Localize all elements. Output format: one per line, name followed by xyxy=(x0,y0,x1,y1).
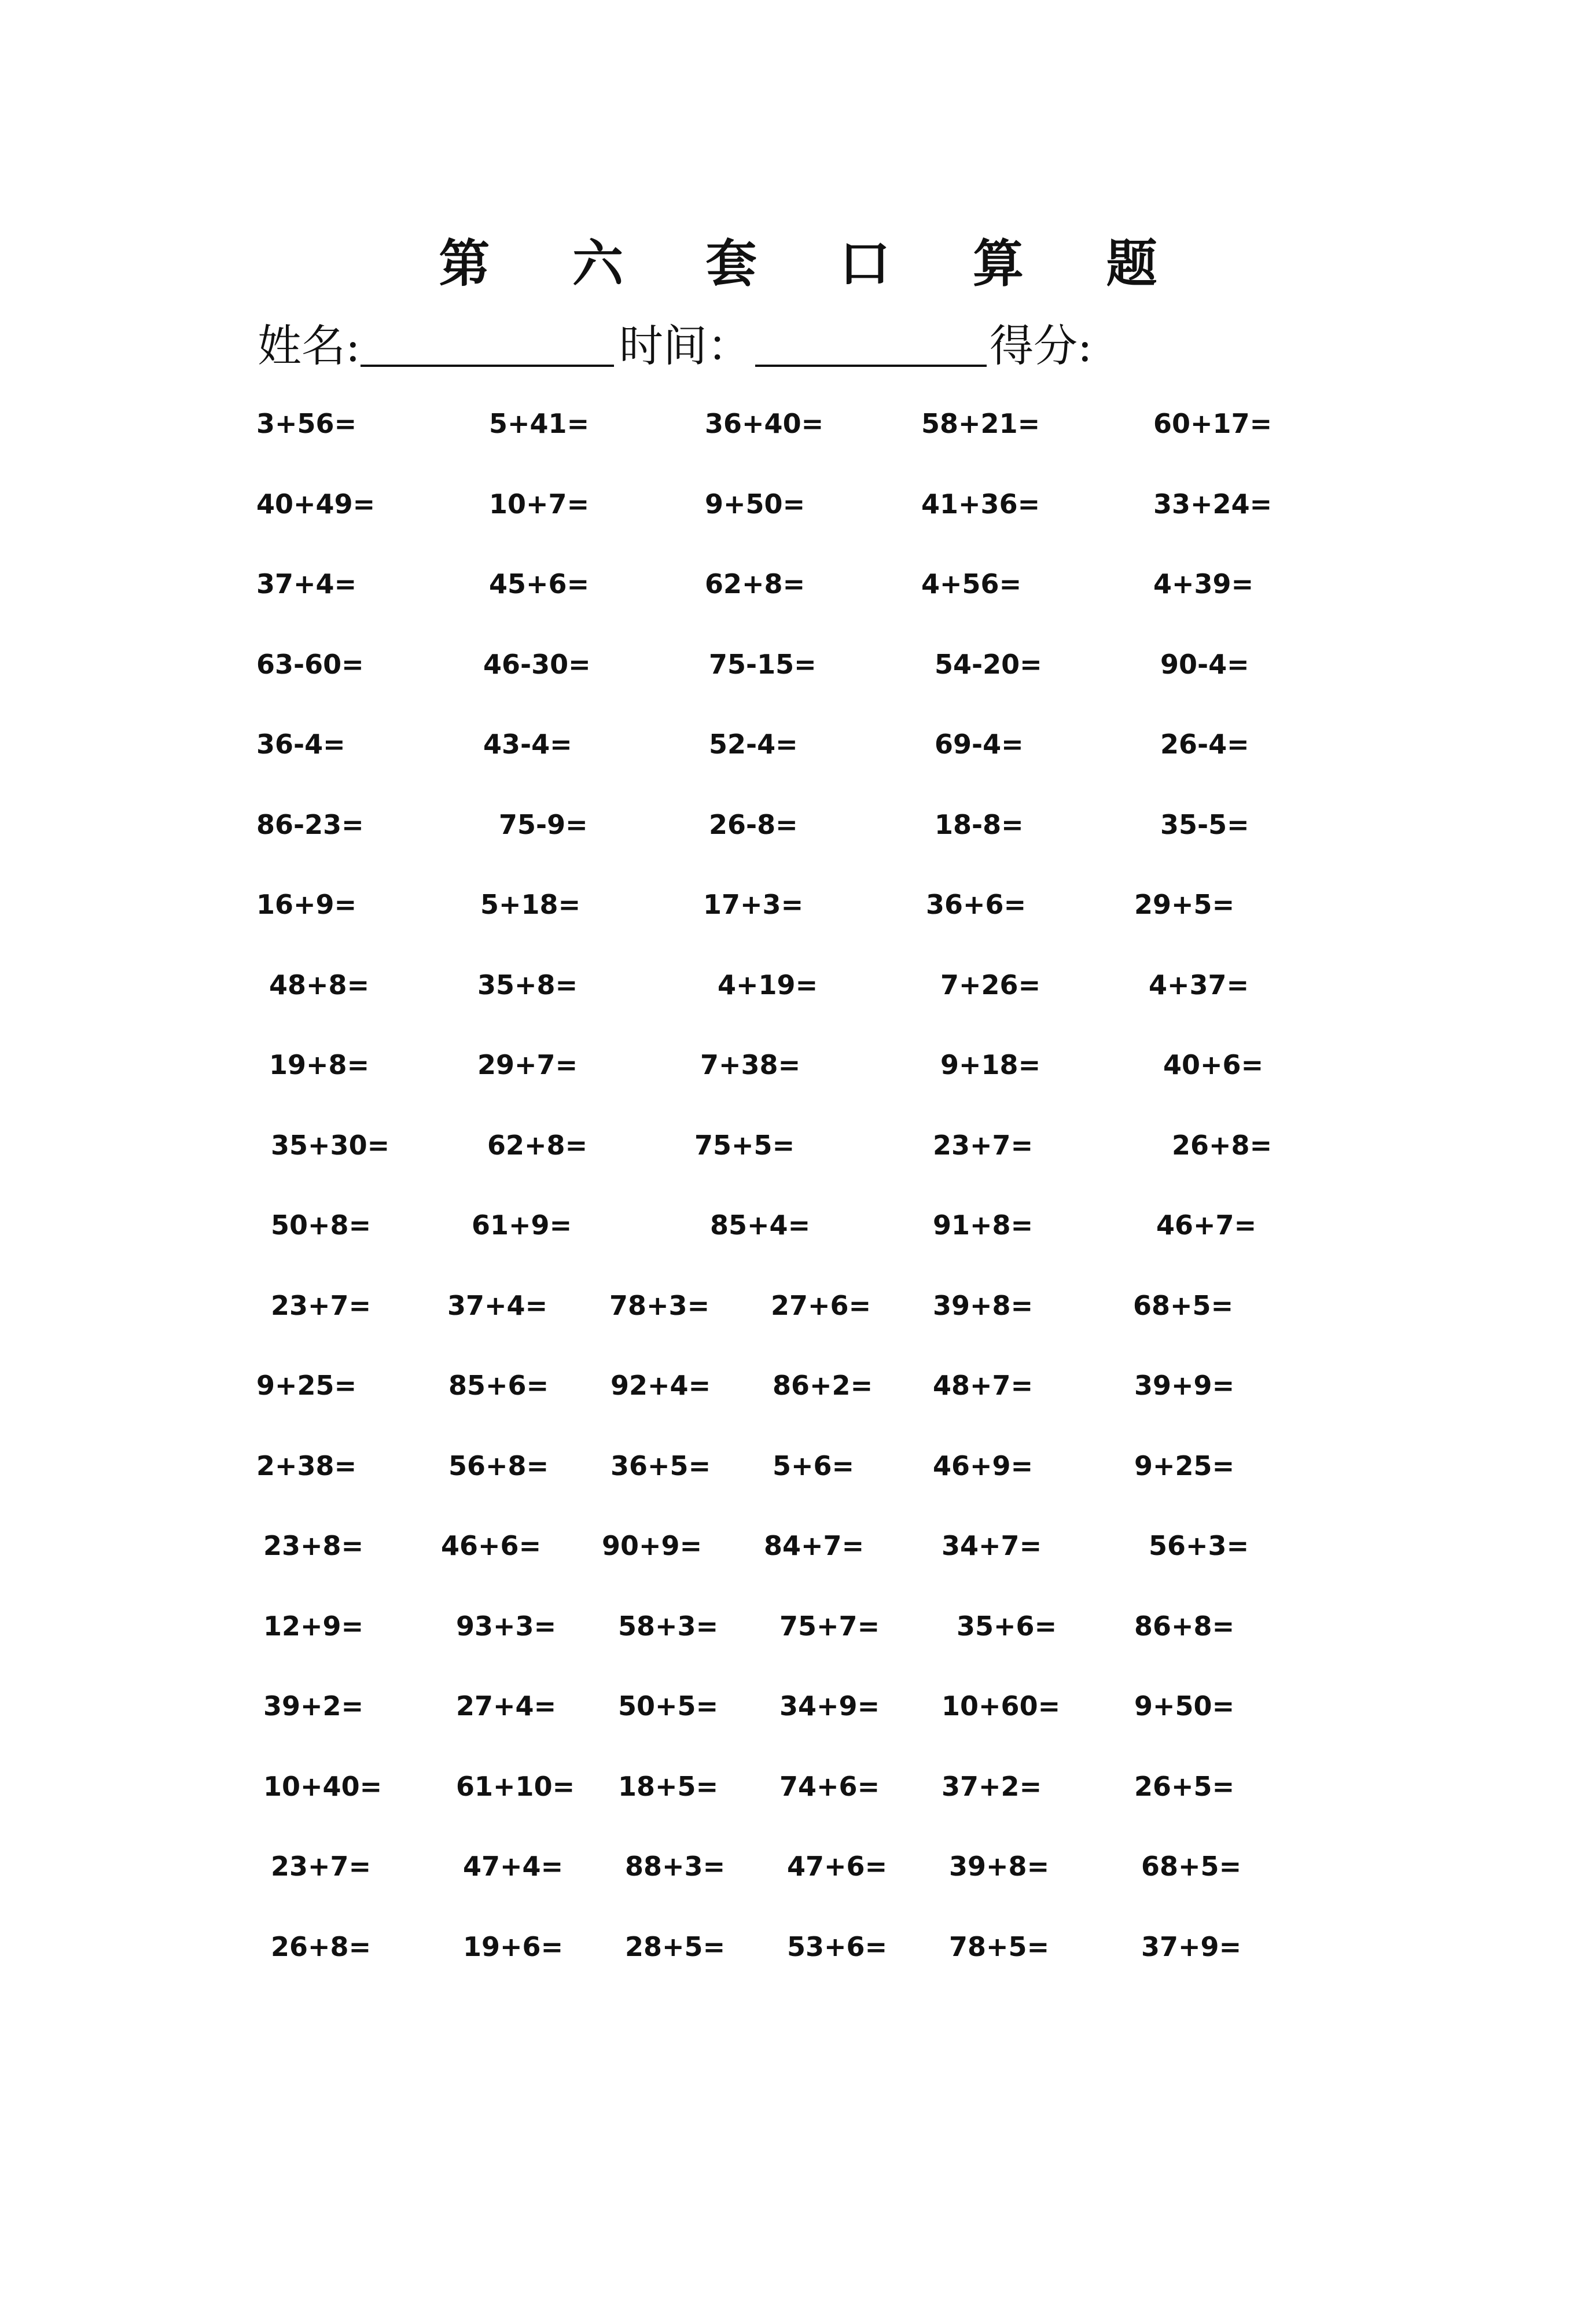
problem: 46-30= xyxy=(483,649,591,680)
problem: 78+5= xyxy=(949,1931,1050,1962)
problem: 12+9= xyxy=(263,1611,364,1642)
problem: 86+8= xyxy=(1134,1611,1235,1642)
problem: 40+6= xyxy=(1163,1049,1264,1080)
problem: 39+8= xyxy=(933,1290,1034,1321)
problem: 26-8= xyxy=(709,809,798,840)
problem: 9+18= xyxy=(940,1049,1041,1080)
time-label: 时间： xyxy=(619,320,751,372)
problem: 23+8= xyxy=(263,1530,364,1561)
problem: 74+6= xyxy=(779,1771,880,1802)
problem: 23+7= xyxy=(271,1851,372,1882)
problem: 27+4= xyxy=(456,1690,557,1722)
problem: 4+37= xyxy=(1149,969,1249,1001)
problem: 10+60= xyxy=(942,1690,1061,1722)
problem: 5+41= xyxy=(489,408,590,439)
problem: 35+30= xyxy=(271,1130,390,1161)
problem: 37+9= xyxy=(1141,1931,1242,1962)
problem: 50+8= xyxy=(271,1209,372,1241)
problem: 26-4= xyxy=(1160,729,1249,760)
problem: 16+9= xyxy=(256,889,357,920)
problem: 26+5= xyxy=(1134,1771,1235,1802)
problem: 61+9= xyxy=(472,1209,572,1241)
problem: 36+40= xyxy=(705,408,824,439)
problem: 78+3= xyxy=(609,1290,710,1321)
worksheet-title: 第 六 套 口 算 题 xyxy=(439,233,1190,293)
problem: 85+6= xyxy=(448,1370,549,1401)
problem: 26+8= xyxy=(1172,1130,1273,1161)
problem: 43-4= xyxy=(483,729,572,760)
problem: 5+6= xyxy=(773,1450,855,1481)
problem: 4+19= xyxy=(718,969,818,1001)
problem: 84+7= xyxy=(764,1530,865,1561)
problem: 85+4= xyxy=(710,1209,811,1241)
problem: 54-20= xyxy=(935,649,1042,680)
problem: 62+8= xyxy=(487,1130,588,1161)
problem: 68+5= xyxy=(1133,1290,1234,1321)
problem: 33+24= xyxy=(1153,488,1273,520)
problem: 4+39= xyxy=(1153,568,1254,600)
problem: 39+8= xyxy=(949,1851,1050,1882)
problem: 2+38= xyxy=(256,1450,357,1481)
problem: 9+25= xyxy=(1134,1450,1235,1481)
problem: 75-15= xyxy=(709,649,817,680)
name-label: 姓名: xyxy=(258,320,361,372)
problem: 35+6= xyxy=(957,1611,1057,1642)
problem: 75+5= xyxy=(694,1130,795,1161)
problem: 91+8= xyxy=(933,1209,1034,1241)
problem: 26+8= xyxy=(271,1931,372,1962)
problem: 36-4= xyxy=(256,729,345,760)
problem: 88+3= xyxy=(625,1851,726,1882)
problem: 39+9= xyxy=(1134,1370,1235,1401)
problem: 46+7= xyxy=(1156,1209,1257,1241)
problem: 48+8= xyxy=(269,969,370,1001)
problem: 48+7= xyxy=(933,1370,1034,1401)
problem: 47+4= xyxy=(463,1851,564,1882)
problem: 4+56= xyxy=(921,568,1022,600)
score-label: 得分: xyxy=(990,320,1093,372)
problem: 9+50= xyxy=(1134,1690,1235,1722)
problem: 34+7= xyxy=(942,1530,1042,1561)
problem: 69-4= xyxy=(935,729,1024,760)
problem: 93+3= xyxy=(456,1611,557,1642)
time-blank[interactable] xyxy=(755,365,987,367)
problem: 56+3= xyxy=(1149,1530,1249,1561)
problem: 10+40= xyxy=(263,1771,383,1802)
problem: 90+9= xyxy=(602,1530,703,1561)
problem: 45+6= xyxy=(489,568,590,600)
problem: 92+4= xyxy=(611,1370,711,1401)
problem: 9+25= xyxy=(256,1370,357,1401)
problem: 46+6= xyxy=(441,1530,542,1561)
problem: 19+8= xyxy=(269,1049,370,1080)
problem: 29+7= xyxy=(477,1049,578,1080)
problem: 39+2= xyxy=(263,1690,364,1722)
problem: 17+3= xyxy=(703,889,804,920)
problem: 56+8= xyxy=(448,1450,549,1481)
problem: 7+38= xyxy=(700,1049,801,1080)
problem: 27+6= xyxy=(771,1290,871,1321)
problem: 86-23= xyxy=(256,809,364,840)
problem: 37+4= xyxy=(447,1290,548,1321)
problem: 52-4= xyxy=(709,729,798,760)
problem: 37+2= xyxy=(942,1771,1042,1802)
problem: 37+4= xyxy=(256,568,357,600)
problem: 50+5= xyxy=(618,1690,719,1722)
problem: 23+7= xyxy=(933,1130,1034,1161)
problem: 3+56= xyxy=(256,408,357,439)
problem: 68+5= xyxy=(1141,1851,1242,1882)
problem: 35+8= xyxy=(477,969,578,1001)
problem: 36+5= xyxy=(611,1450,711,1481)
problem: 63-60= xyxy=(256,649,364,680)
problem: 36+6= xyxy=(926,889,1027,920)
problem: 35-5= xyxy=(1160,809,1249,840)
problem: 62+8= xyxy=(705,568,806,600)
problem: 61+10= xyxy=(456,1771,575,1802)
problem: 47+6= xyxy=(787,1851,888,1882)
name-blank[interactable] xyxy=(361,365,614,367)
problem: 40+49= xyxy=(256,488,376,520)
problem: 75-9= xyxy=(499,809,588,840)
problem: 28+5= xyxy=(625,1931,726,1962)
problem: 29+5= xyxy=(1134,889,1235,920)
problem: 19+6= xyxy=(463,1931,564,1962)
problem: 9+50= xyxy=(705,488,806,520)
problem: 53+6= xyxy=(787,1931,888,1962)
problem: 5+18= xyxy=(480,889,581,920)
problem: 75+7= xyxy=(779,1611,880,1642)
problem: 18+5= xyxy=(618,1771,719,1802)
problem: 46+9= xyxy=(933,1450,1034,1481)
problem: 23+7= xyxy=(271,1290,372,1321)
problem: 58+3= xyxy=(618,1611,719,1642)
problem: 90-4= xyxy=(1160,649,1249,680)
problem: 7+26= xyxy=(940,969,1041,1001)
problem: 34+9= xyxy=(779,1690,880,1722)
problem: 60+17= xyxy=(1153,408,1273,439)
problem: 41+36= xyxy=(921,488,1040,520)
problem: 10+7= xyxy=(489,488,590,520)
problem: 86+2= xyxy=(773,1370,873,1401)
problem: 18-8= xyxy=(935,809,1024,840)
problem: 58+21= xyxy=(921,408,1040,439)
